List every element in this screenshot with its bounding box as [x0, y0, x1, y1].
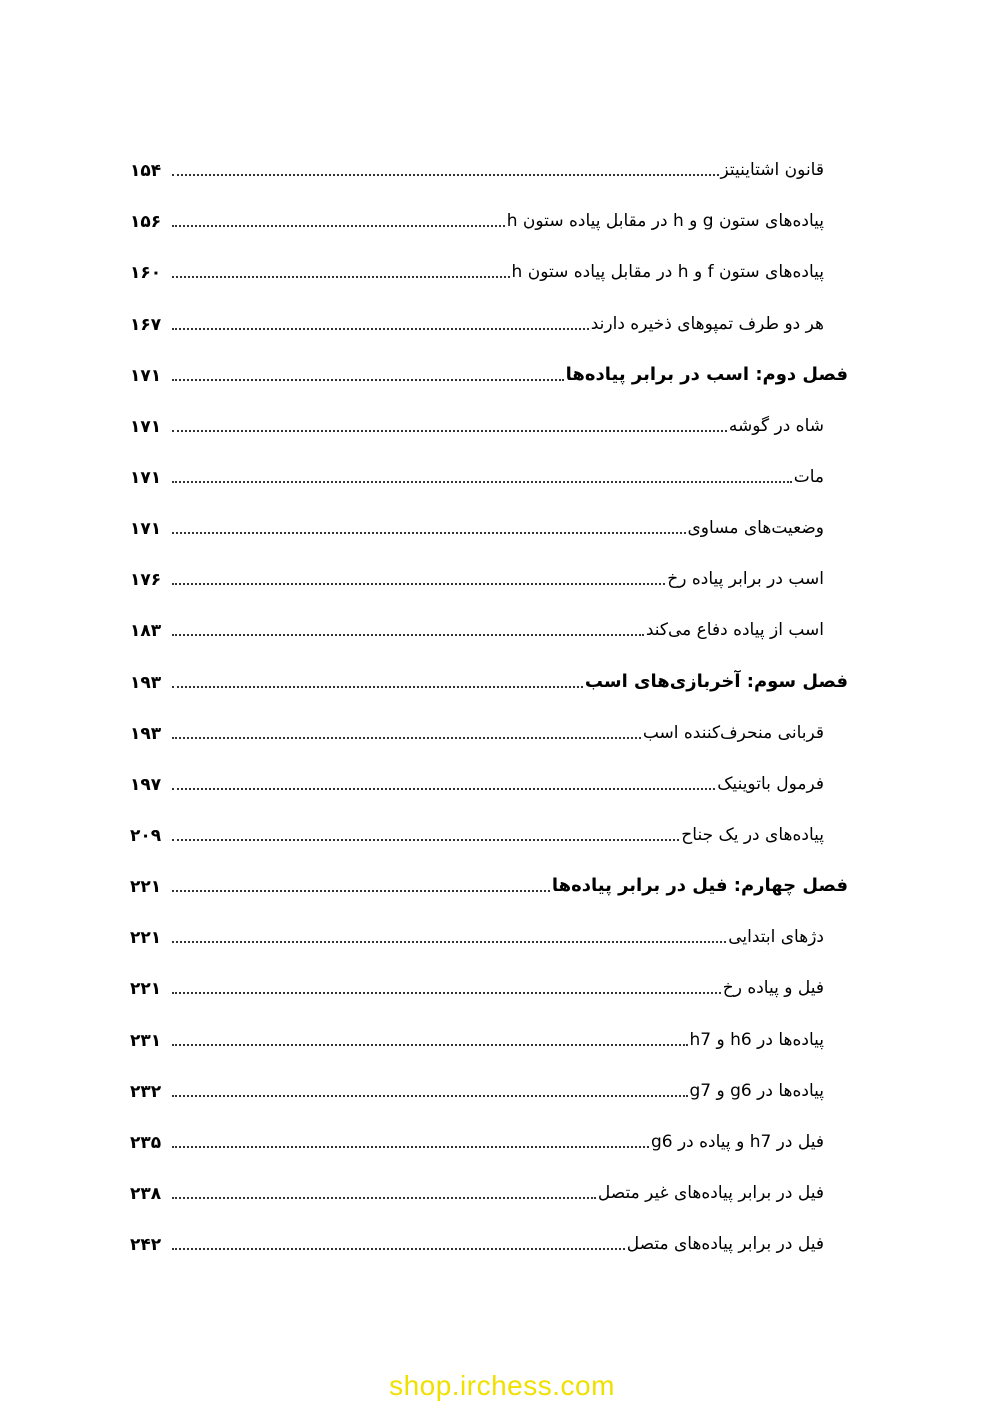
leader-dots	[172, 174, 719, 176]
toc-row	[130, 394, 848, 445]
leader-dots	[172, 1146, 649, 1148]
toc-chapter-row	[130, 854, 848, 905]
toc-page-number: ۲۳۱	[130, 1030, 162, 1051]
toc-row	[130, 240, 848, 291]
toc-entry-title[interactable]: فیل در برابر پیاده‌های غیر متصل	[597, 1182, 824, 1203]
toc-entry-title[interactable]: وضعیت‌های مساوی	[687, 518, 824, 539]
watermark-url: shop.irchess.com	[389, 1370, 615, 1401]
leader-dots	[172, 1248, 625, 1250]
leader-dots	[172, 686, 583, 688]
toc-page-number: ۱۷۱	[130, 365, 162, 386]
toc-entry-title[interactable]: پیاده‌ها در h6 و h7	[689, 1029, 824, 1050]
toc-page-number: ۱۶۷	[130, 314, 162, 335]
table-of-contents	[130, 138, 848, 1263]
leader-dots	[172, 328, 589, 330]
toc-row	[130, 138, 848, 189]
toc-row	[130, 905, 848, 956]
toc-entry-title[interactable]: اسب در برابر پیاده رخ	[667, 569, 824, 590]
toc-entry-title[interactable]: پیاده‌های در یک جناح	[681, 824, 824, 845]
toc-page-number: ۱۸۳	[130, 621, 162, 642]
leader-dots	[172, 890, 550, 892]
chapter-title[interactable]: فصل دوم: اسب در برابر پیاده‌ها	[565, 363, 848, 385]
leader-dots	[172, 1197, 596, 1199]
toc-entry-title[interactable]: پیاده‌ها در g6 و g7	[689, 1080, 824, 1101]
toc-entry-title[interactable]: مات	[793, 466, 824, 487]
leader-dots	[172, 225, 505, 227]
toc-row	[130, 803, 848, 854]
toc-entry-title[interactable]: اسب از پیاده دفاع می‌کند	[645, 620, 824, 641]
toc-row	[130, 701, 848, 752]
toc-page-number: ۲۲۱	[130, 877, 162, 898]
toc-entry-title[interactable]: دژهای ابتدایی	[728, 927, 824, 948]
toc-page-number: ۲۰۹	[130, 825, 162, 846]
leader-dots	[172, 1044, 688, 1046]
toc-row	[130, 189, 848, 240]
toc-row	[130, 291, 848, 342]
toc-page-number: ۲۳۸	[130, 1183, 162, 1204]
toc-page-number: ۱۷۶	[130, 570, 162, 591]
toc-chapter-row	[130, 343, 848, 394]
toc-page-number: ۱۷۱	[130, 416, 162, 437]
toc-row	[130, 1212, 848, 1263]
leader-dots	[172, 430, 727, 432]
toc-page-number: ۱۹۳	[130, 672, 162, 693]
toc-page-number: ۱۹۳	[130, 723, 162, 744]
toc-row	[130, 1161, 848, 1212]
toc-page-number: ۱۷۱	[130, 467, 162, 488]
chapter-title[interactable]: فصل چهارم: فیل در برابر پیاده‌ها	[551, 875, 848, 897]
leader-dots	[172, 737, 641, 739]
toc-entry-title[interactable]: فرمول باتوینیک	[717, 773, 824, 794]
toc-row	[130, 496, 848, 547]
toc-page-number: ۲۳۲	[130, 1081, 162, 1102]
toc-page-number: ۱۵۴	[130, 161, 162, 182]
toc-row	[130, 752, 848, 803]
leader-dots	[172, 276, 510, 278]
toc-entry-title[interactable]: پیاده‌های ستون f و h در مقابل پیاده ستون h	[511, 262, 824, 283]
toc-page-number: ۱۹۷	[130, 774, 162, 795]
toc-entry-title[interactable]: قربانی منحرف‌کننده اسب	[642, 722, 824, 743]
toc-page-number: ۱۵۶	[130, 212, 162, 233]
toc-page-number: ۱۶۰	[130, 263, 162, 284]
leader-dots	[172, 532, 686, 534]
toc-entry-title[interactable]: هر دو طرف تمپوهای ذخیره دارند	[590, 313, 824, 334]
toc-page-number: ۲۳۵	[130, 1132, 162, 1153]
toc-page-number: ۲۲۱	[130, 979, 162, 1000]
toc-page-number: ۱۷۱	[130, 519, 162, 540]
leader-dots	[172, 1095, 688, 1097]
toc-row	[130, 1059, 848, 1110]
leader-dots	[172, 839, 679, 841]
toc-entry-title[interactable]: فیل در h7 و پیاده در g6	[650, 1131, 824, 1152]
toc-entry-title[interactable]: فیل در برابر پیاده‌های متصل	[626, 1234, 824, 1255]
leader-dots	[172, 379, 564, 381]
toc-chapter-row	[130, 649, 848, 700]
toc-row	[130, 1110, 848, 1161]
leader-dots	[172, 583, 665, 585]
toc-entry-title[interactable]: شاه در گوشه	[728, 415, 824, 436]
leader-dots	[172, 788, 715, 790]
chapter-title[interactable]: فصل سوم: آخربازی‌های اسب	[584, 670, 848, 692]
leader-dots	[172, 941, 726, 943]
toc-row	[130, 598, 848, 649]
toc-row	[130, 956, 848, 1007]
leader-dots	[172, 634, 644, 636]
toc-row	[130, 1007, 848, 1058]
toc-row	[130, 547, 848, 598]
toc-row	[130, 445, 848, 496]
leader-dots	[172, 992, 721, 994]
leader-dots	[172, 481, 792, 483]
toc-entry-title[interactable]: پیاده‌های ستون g و h در مقابل پیاده ستون h	[506, 211, 824, 232]
toc-entry-title[interactable]: قانون اشتاینیتز	[720, 160, 824, 181]
toc-page-number: ۲۴۲	[130, 1235, 162, 1256]
toc-page-number: ۲۲۱	[130, 928, 162, 949]
toc-entry-title[interactable]: فیل و پیاده رخ	[722, 978, 824, 999]
